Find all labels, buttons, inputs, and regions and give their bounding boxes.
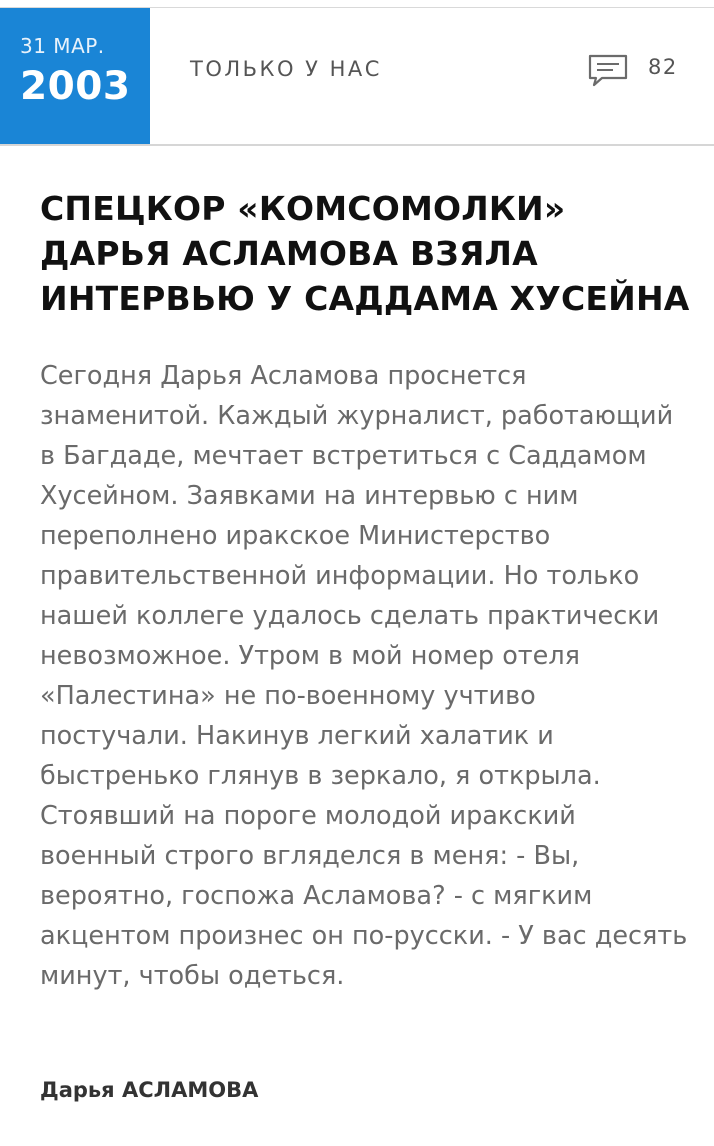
comment-count: 82 (648, 55, 678, 79)
comment-icon (588, 54, 628, 88)
date-day: 31 МАР. (20, 34, 105, 58)
header-divider (0, 144, 714, 146)
rubric-link[interactable]: ТОЛЬКО У НАС (190, 57, 382, 81)
date-badge (0, 8, 150, 144)
article-author[interactable]: Дарья АСЛАМОВА (40, 1078, 259, 1102)
article-lead: Сегодня Дарья Асламова проснется знаменитой. Каждый журналист, работающий в Багдаде, мечтает встретиться с Саддамом Хусейном. Заявками на интервью с ним переполнено иракское Министерство правительственной информации. Но только нашей коллеге удалось сделать практически невозможное. Утром в мой номер отеля «Палестина» не по-военному учтиво постучали. Накинув легкий халатик и быстренько глянув в зеркало, я открыла. Стоявший на пороге молодой иракский военный строго вгляделся в меня: - Вы, вероятно, госпожа Асламова? - с мягким акцентом произнес он по-русски. - У вас десять минут, чтобы одеться. (40, 361, 688, 991)
article-title: СПЕЦКОР «КОМСОМОЛКИ» ДАРЬЯ АСЛАМОВА ВЗЯЛА ИНТЕРВЬЮ У САДДАМА ХУСЕЙНА (40, 189, 690, 318)
article-header (0, 8, 714, 144)
comments-button[interactable] (584, 50, 694, 90)
date-year: 2003 (20, 64, 131, 109)
